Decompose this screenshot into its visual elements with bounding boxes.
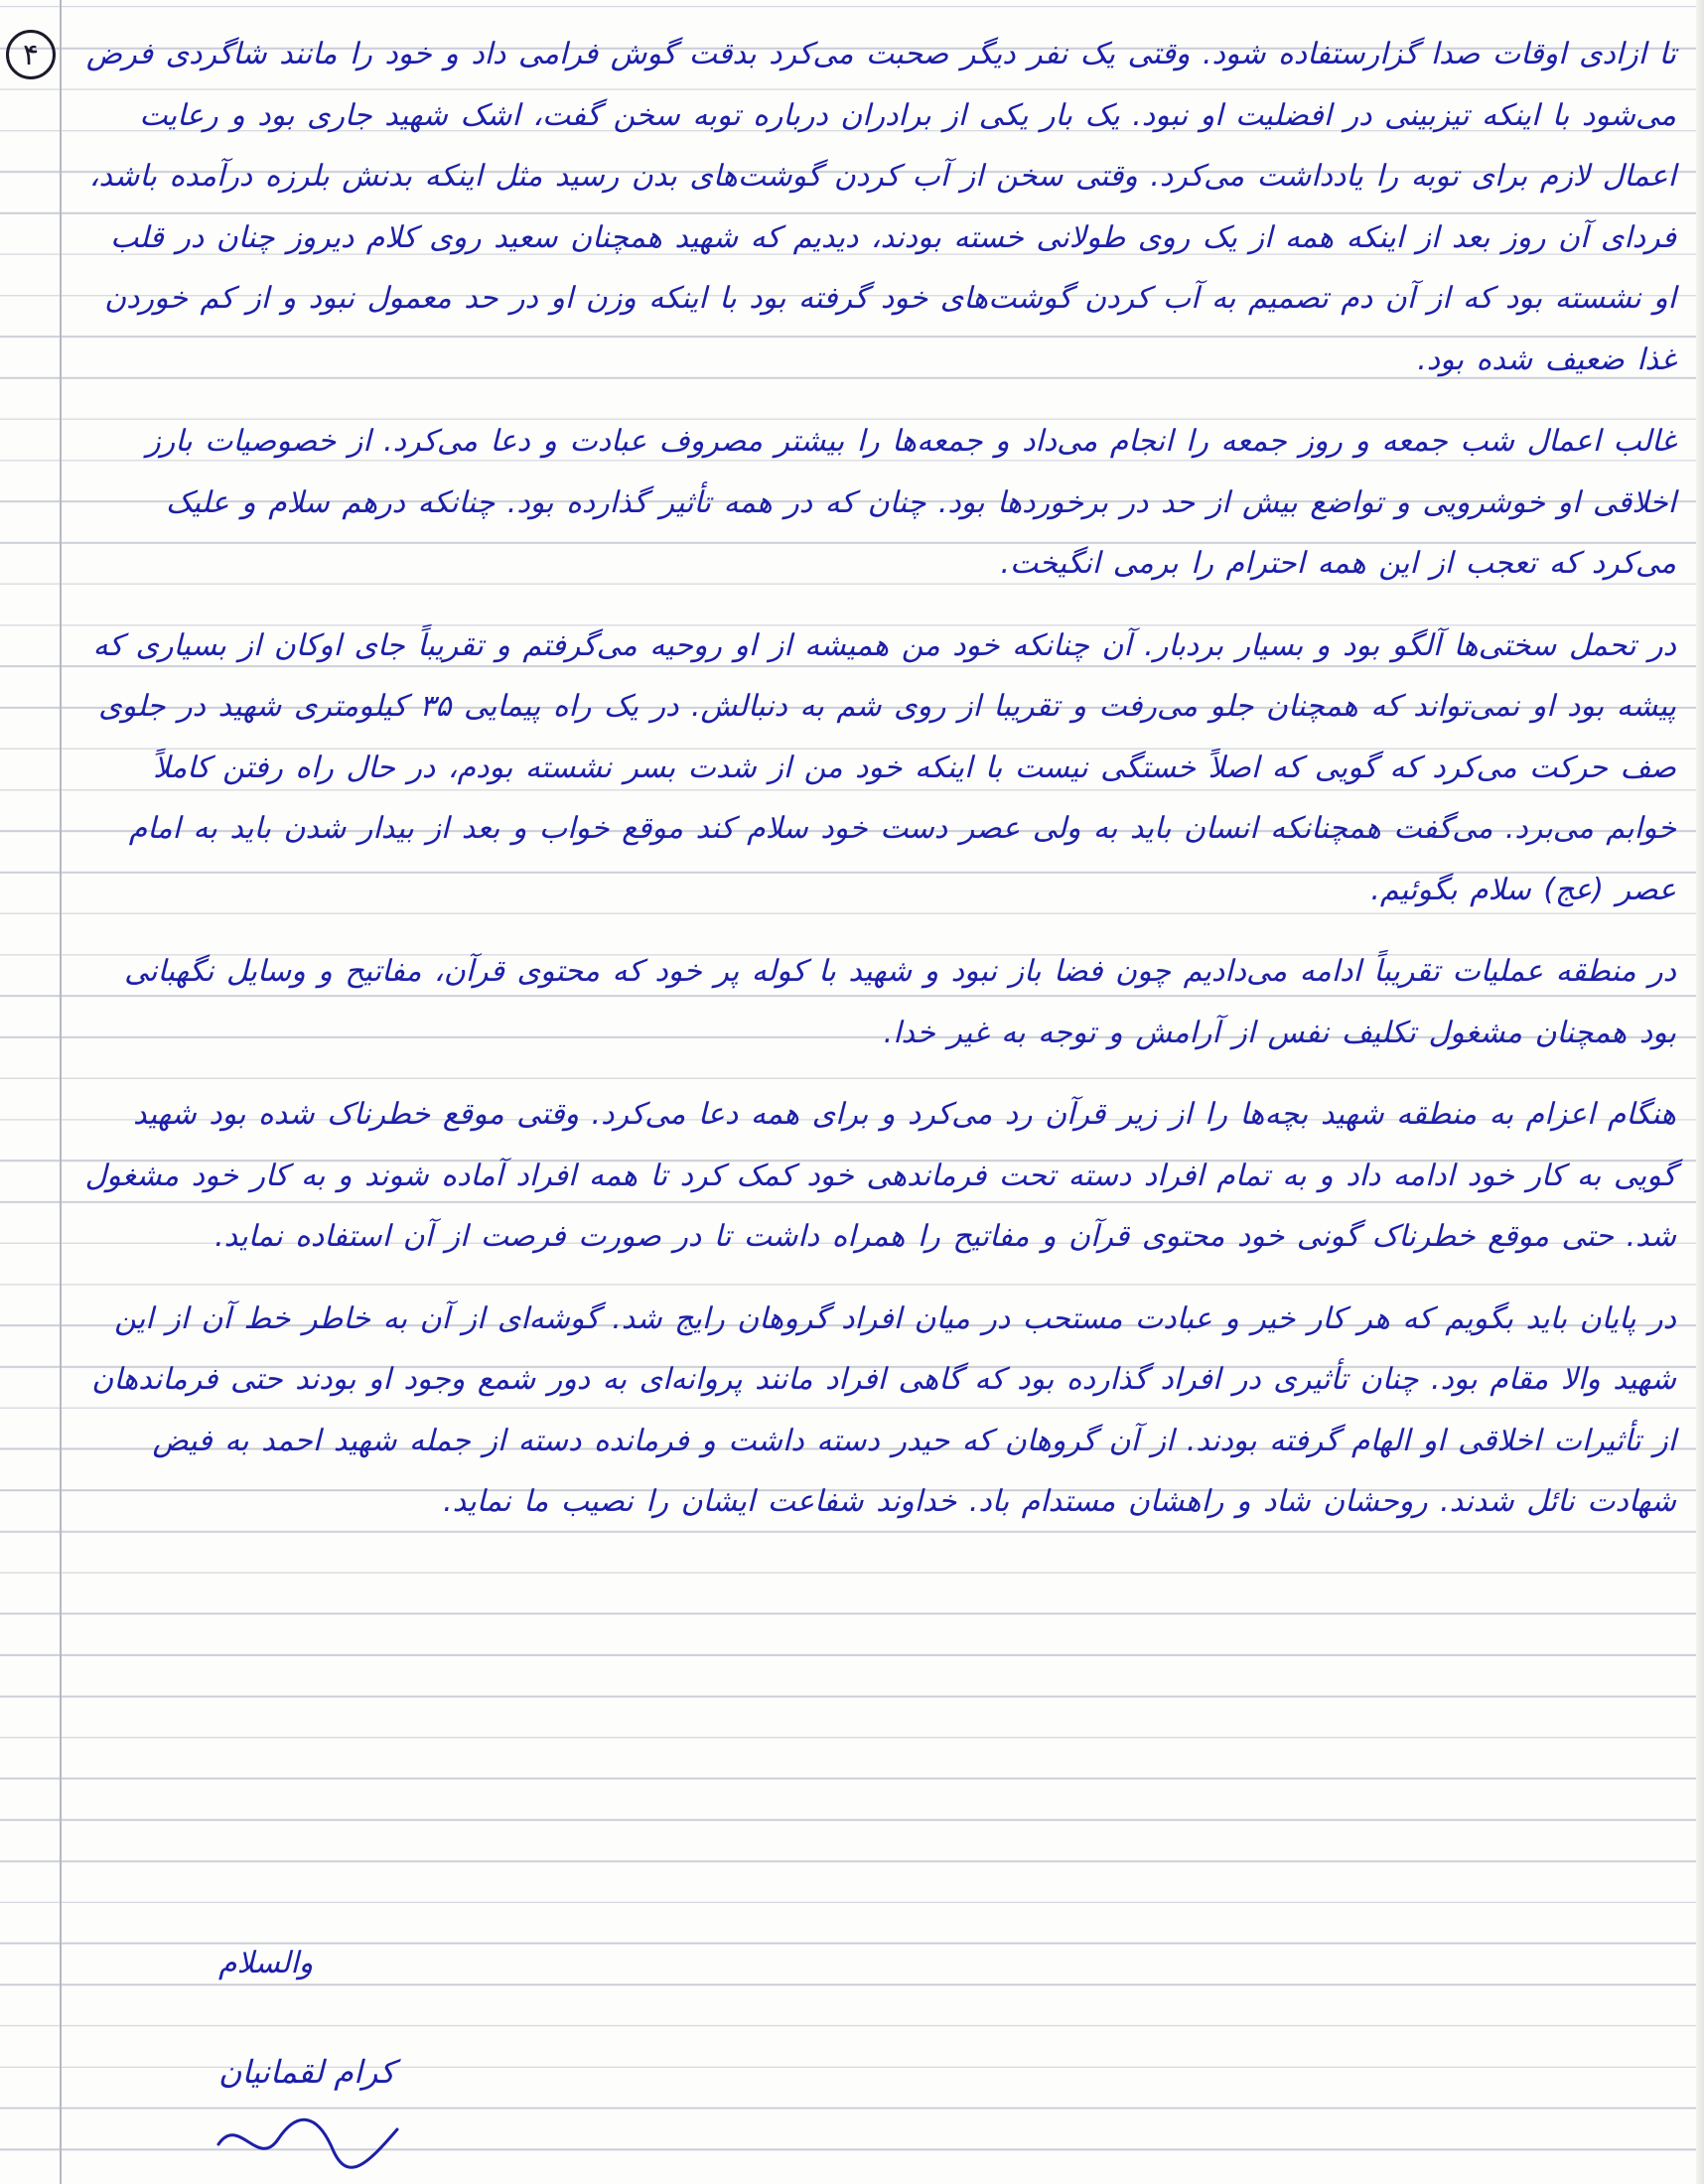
paragraph-1: تا ازادی اوقات صدا گزارستفاده شود. وقتی یک نفر دیگر صحبت می‌کرد بدقت گوش فرامی داد و خود را مانند شاگردی فرض می‌شود با اینکه تیزبینی در افضلیت او نبود. یک بار یکی از برادران درباره توبه سخن گفت، اشک شهید جاری بود و رعایت اعمال لازم برای توبه را یادداشت می‌کرد. وقتی سخن از آب کردن گوشت‌های بدن رسید مثل اینکه بدنش بلرزه درآمده باشد، فردای آن روز بعد از اینکه همه از یک روی طولانی خسته بودند، دیدیم که شهید همچنان سعید روی کلام دیروز چنان در قلب او نشسته بود که از آن دم تصمیم به آب کردن گوشت‌های خود گرفته بود با اینکه وزن او در حد معمول نبود و از کم خوردن غذا ضعیف شده بود. [85,37,1676,377]
page-number-circle [6,30,56,79]
handwritten-text [70,24,1684,1533]
paragraph-5: هنگام اعزام به منطقه شهید بچه‌ها را از زیر قرآن رد می‌کرد و برای همه دعا می‌کرد. وقتی موقع خطرناک شده بود شهید گویی به کار خود ادامه داد و به تمام افراد دسته تحت فرماندهی خود کمک کرد تا همه افراد آماده شوند و به کار خود مشغول شد. حتی موقع خطرناک گونی خود محتوی قرآن و مفاتیح را همراه داشت تا در صورت فرصت از آن استفاده نماید. [84,1097,1676,1254]
margin-line [60,0,62,2184]
closing-salutation: والسلام [218,1946,314,1980]
signature-scribble [209,2105,407,2174]
paragraph-2: غالب اعمال شب جمعه و روز جمعه را انجام می‌داد و جمعه‌ها را بیشتر مصروف عبادت و دعا می‌کرد. از خصوصیات بارز اخلاقی او خوشرویی و تواضع بیش از حد در برخوردها بود. چنان که در همه تأثیر گذارده بود. چنانکه درهم سلام و علیک می‌کرد که تعجب از این همه احترام را برمی انگیخت. [146,424,1676,581]
paragraph-4: در منطقه عملیات تقریباً ادامه می‌دادیم چون فضا باز نبود و شهید با کوله پر خود که محتوی قرآن، مفاتیح و وسایل نگهبانی بود همچنان مشغول تکلیف نفس از آرامش و توجه به غیر خدا. [124,954,1676,1050]
page-edge [1696,0,1704,2184]
paragraph-3: در تحمل سختی‌ها آلگو بود و بسیار بردبار. آن چنانکه خود من همیشه از او روحیه می‌گرفتم و تقریباً جای اوکان از بسیاری که پیشه بود او نمی‌تواند که همچنان جلو می‌رفت و تقریبا از روی شم به دنبالش. در یک راه پیمایی ۳۵ کیلومتری شهید در جلوی صف حرکت می‌کرد که گویی که اصلاً خستگی نیست با اینکه خود من از شدت بسر نشسته بودم، در حال راه رفتن کاملاً خوابم می‌برد. می‌گفت همچنانکه انسان باید به ولی عصر دست خود سلام کند موقع خواب و بعد از بیدار شدن باید به امام عصر (عج) سلام بگوئیم. [92,627,1676,907]
author-name: کرام لقمانیان [218,2053,395,2091]
paragraph-6: در پایان باید بگویم که هر کار خیر و عبادت مستحب در میان افراد گروهان رایج شد. گوشه‌ای از آن به خاطر خط آن از این شهید والا مقام بود. چنان تأثیری در افراد گذارده بود که گاهی افراد مانند پروانه‌ای به دور شمع وجود او بودند حتی فرماندهان از تأثیرات اخلاقی او الهام گرفته بودند. از آن گروهان که حیدر دسته داشت و فرمانده دسته از جمله شهید احمد به فیض شهادت نائل شدند. روحشان شاد و راهشان مستدام باد. خداوند شفاعت ایشان را نصیب ما نماید. [91,1300,1676,1519]
page-number: ۴ [22,37,40,72]
